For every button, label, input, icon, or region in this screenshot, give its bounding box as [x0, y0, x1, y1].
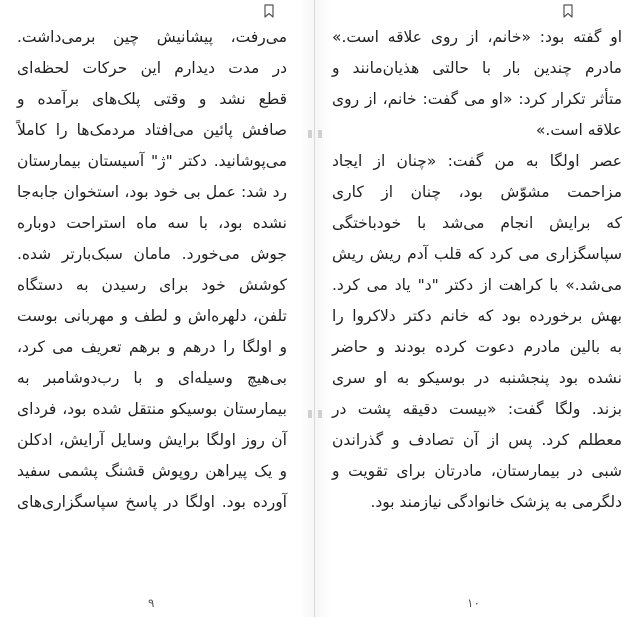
page-number-right: ۱۰ [467, 596, 480, 610]
edge-tick [308, 130, 312, 138]
text-line: صافش پائین می‌افتاد مردمک‌ها را کاملاً [17, 121, 287, 139]
text-line: مادرم چندین بار با حالتی هذیان‌مانند و [332, 59, 622, 77]
text-line: به بالین مادرم دعوت کرده بودند و حاضر [332, 338, 622, 356]
text-line: نشده بود پنجشنبه در بوسیکو به او سری [332, 369, 622, 387]
text-line: کوشش خود برای رسیدن به دستگاه [17, 276, 287, 294]
text-line: دلگرمی به پزشک خانوادگی نیازمند بود. [370, 493, 622, 511]
text-line: عصر اولگا به من گفت: «چنان از ایجاد [332, 152, 622, 170]
page-number-left: ۹ [148, 596, 155, 610]
text-line: در مدت دیدارم این حرکات لحظه‌ای [17, 59, 287, 77]
left-page-text [17, 22, 287, 518]
text-line: جوش می‌خورد. مامان سبک‌بارتر شده. [17, 245, 287, 263]
text-line: می‌رفت، پیشانیش چین برمی‌داشت. [17, 28, 287, 46]
text-line: بزند. ولگا گفت: «بیست دقیقه پشت در [332, 400, 622, 418]
text-line: قطع نشد و وقتی پلک‌های برآمده و [17, 90, 287, 108]
text-line: مزاحمت مشوّش بود، چنان از کاری [332, 183, 622, 201]
text-line: می‌شد.» با کراهت از دکتر "د" یاد می کرد. [332, 276, 622, 294]
text-line: و اولگا را درهم و برهم تعریف می کرد، [17, 338, 287, 356]
text-line: آن روز اولگا برایش وسایل آرایش، ادکلن [17, 431, 287, 449]
text-line: رد شد: عمل بی خود بود، استخوان جابه‌جا [17, 183, 287, 201]
text-line: شبی در بیمارستان، مادرتان برای تقویت و [332, 462, 622, 480]
text-line: متأثر تکرار کرد: «او می گفت: خانم، از روی [332, 90, 622, 108]
edge-tick [308, 410, 312, 418]
text-line: تلفن، دلهره‌اش و لطف و مهربانی بوست [17, 307, 287, 325]
bookmark-icon[interactable] [264, 4, 274, 18]
right-page[interactable] [315, 0, 630, 617]
text-line: که برایش انجام می‌شد با خودباختگی [332, 214, 622, 232]
text-line: و یک پیراهن روپوش قشنگ پشمی سفید [17, 462, 287, 480]
text-line: بیمارستان بوسیکو منتقل شده بود، فردای [17, 400, 287, 418]
text-line: علاقه است.» [535, 121, 622, 139]
text-line: نشده بود، با سه ماه استراحت دوباره [17, 214, 287, 232]
text-line: بهش برخورده بود که خانم دکتر دلاکروا را [332, 307, 622, 325]
text-line: بی‌هیچ وسیله‌ای و با رب‌دوشامبر به [17, 369, 287, 387]
bookmark-icon[interactable] [563, 4, 573, 18]
text-line: معطلم کرد. پس از آن تصادف و گذراندن [332, 431, 622, 449]
text-line: می‌پوشانید. دکتر "ژ" آسیستان بیمارستان [17, 152, 287, 170]
text-line: او گفته بود: «خانم، از روی علاقه است.» [332, 28, 622, 46]
right-page-text [332, 22, 622, 518]
text-line: آورده بود. اولگا در پاسخ سپاسگزاری‌های [17, 493, 287, 511]
text-line: سپاسگزاری می کرد که قلب آدم ریش ریش [332, 245, 622, 263]
